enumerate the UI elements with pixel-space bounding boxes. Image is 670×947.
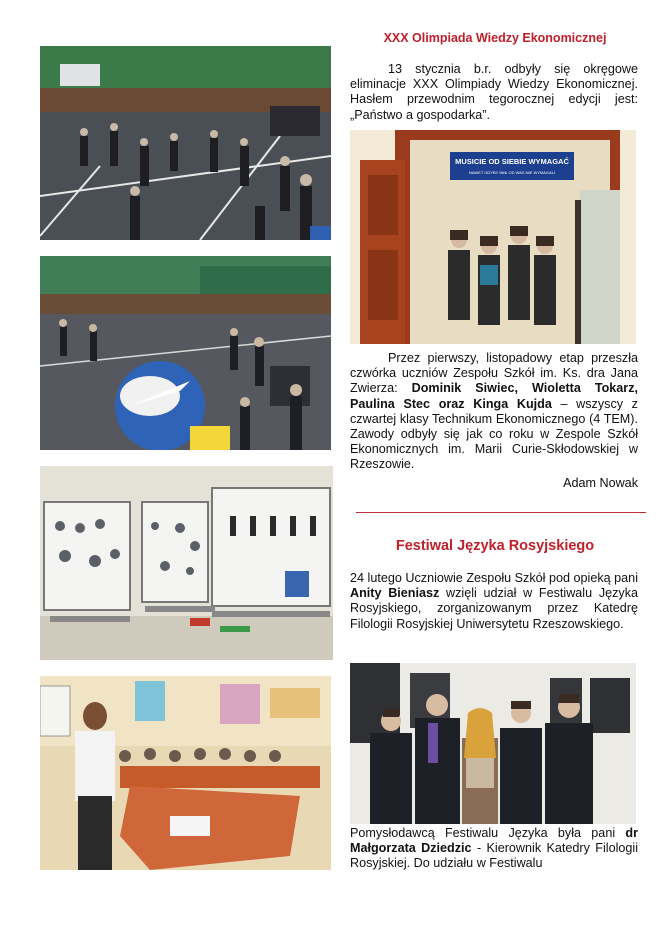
- founder-name: dr Małgorzata Dziedzic: [350, 826, 638, 856]
- article1-title: XXX Olimpiada Wiedzy Ekonomicznej: [383, 31, 607, 45]
- teacher-name: Anity Bieniasz: [350, 586, 440, 601]
- article2-intro-text-end: wzięli udział w Festiwalu Języka Rosyjskiego, zorganizowanym przez Katedrę Filologii Rosyjskiej Uniwersytetu Rzeszowskiego.: [350, 586, 639, 631]
- article1-body-text-end: – wszyscy z czwartej klasy Technikum Ekonomicznego (4 TEM). Zawody odbyły się jak co roku w Zespole Szkół Ekonomicznych im. Marii Curie-Skłodowskiej w Rzeszowie.: [350, 396, 638, 472]
- motto-sign-subtitle: NAWET GDYBY INNI OD WAS NIE WYMAGALI: [468, 170, 556, 175]
- motto-sign: MUSICIE OD SIEBIE WYMAGAĆ: [455, 157, 569, 166]
- article2-body-text: Pomysłodawcą Festiwalu Języka była pani: [350, 826, 626, 840]
- article2-body-text-end: - Kierownik Katedry Filologii Rosyjskiej. Do udziału w Festiwalu: [350, 841, 638, 871]
- section-divider: [356, 512, 646, 513]
- article1-body-text: Przez pierwszy, listopadowy etap przeszła czwórka uczniów Zespołu Szkół im. Ks. dra Jana Zwierza:: [350, 351, 638, 396]
- article2-intro-text: 24 lutego Uczniowie Zespołu Szkół pod opieką pani: [350, 571, 638, 585]
- sports-hall-fair-photo: [40, 46, 331, 240]
- classroom-photo: [40, 676, 331, 870]
- article1-author: Adam Nowak: [563, 476, 638, 490]
- article2-title: Festiwal Języka Rosyjskiego: [395, 538, 595, 554]
- fair-booths-photo: [40, 256, 331, 450]
- festival-group-photo: [350, 663, 636, 824]
- article2-intro-paragraph: [350, 571, 638, 632]
- article1-intro-paragraph: 13 stycznia b.r. odbyły się okręgowe eliminacje XXX Olimpiady Wiedzy Ekonomicznej. Hasłem przewodnim tegorocznej edycji jest: „Państwo a gospodarka”.: [350, 62, 638, 122]
- article1-body-paragraph: [350, 351, 638, 473]
- mechatronics-boards-photo: [40, 466, 333, 660]
- school-door-students-photo: [350, 130, 636, 344]
- article2-body-paragraph: [350, 826, 638, 872]
- participants-names: Dominik Siwiec, Wioletta Tokarz, Paulina Stec oraz Kinga Kujda: [350, 381, 638, 411]
